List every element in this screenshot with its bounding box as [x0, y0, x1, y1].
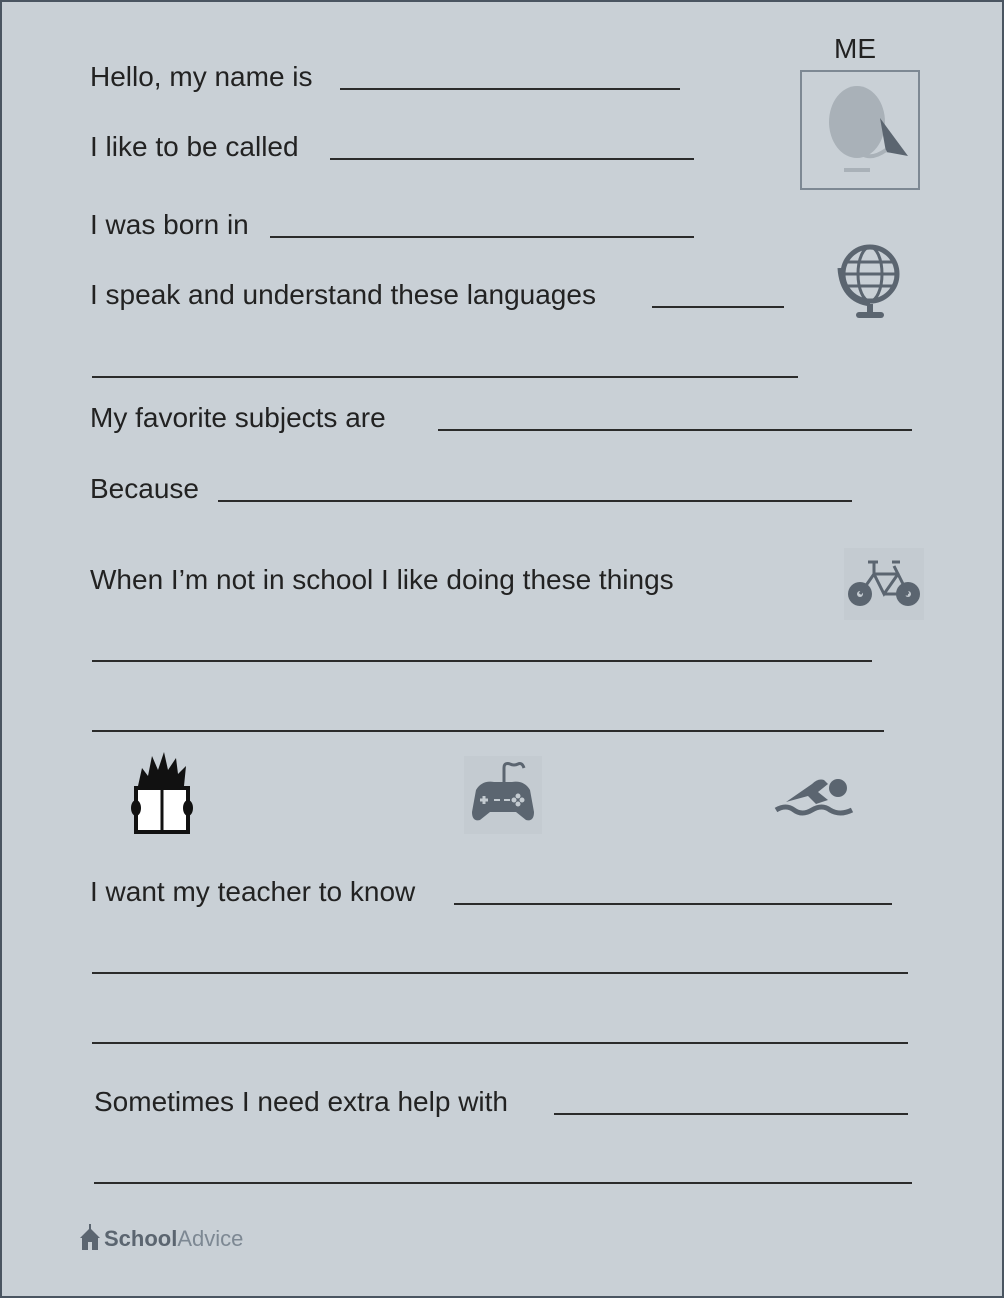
swimmer-icon — [772, 766, 856, 822]
prompt-teacher: I want my teacher to know — [90, 876, 416, 907]
game-controller-icon — [464, 756, 542, 834]
brand-logo — [104, 1224, 243, 1254]
reading-child-icon — [130, 752, 194, 836]
answer-teacher-2[interactable] — [92, 972, 908, 974]
answer-teacher[interactable] — [454, 903, 892, 905]
prompt-help: Sometimes I need extra help with — [94, 1086, 508, 1117]
answer-hobbies-1[interactable] — [92, 660, 872, 662]
prompt-hobbies: When I’m not in school I like doing these things — [90, 564, 674, 595]
prompt-called: I like to be called — [90, 131, 299, 162]
answer-help-2[interactable] — [94, 1182, 912, 1184]
answer-subjects[interactable] — [438, 429, 912, 431]
schoolhouse-icon — [78, 1222, 102, 1252]
globe-icon — [834, 238, 904, 322]
answer-languages[interactable] — [652, 306, 784, 308]
answer-name[interactable] — [340, 88, 680, 90]
answer-called[interactable] — [330, 158, 694, 160]
prompt-name: Hello, my name is — [90, 61, 313, 92]
answer-teacher-3[interactable] — [92, 1042, 908, 1044]
brand-school: School — [104, 1226, 178, 1251]
prompt-subjects: My favorite subjects are — [90, 402, 386, 433]
photo-frame — [800, 70, 920, 190]
answer-help[interactable] — [554, 1113, 908, 1115]
answer-born[interactable] — [270, 236, 694, 238]
answer-hobbies-2[interactable] — [92, 730, 884, 732]
me-label: ME — [834, 33, 876, 64]
prompt-because: Because — [90, 473, 199, 504]
bicycle-icon — [844, 548, 924, 620]
prompt-languages: I speak and understand these languages — [90, 279, 596, 310]
answer-because[interactable] — [218, 500, 852, 502]
person-silhouette-icon — [802, 72, 918, 188]
prompt-born: I was born in — [90, 209, 249, 240]
brand-advice: Advice — [177, 1226, 244, 1251]
answer-languages-cont[interactable] — [92, 376, 798, 378]
